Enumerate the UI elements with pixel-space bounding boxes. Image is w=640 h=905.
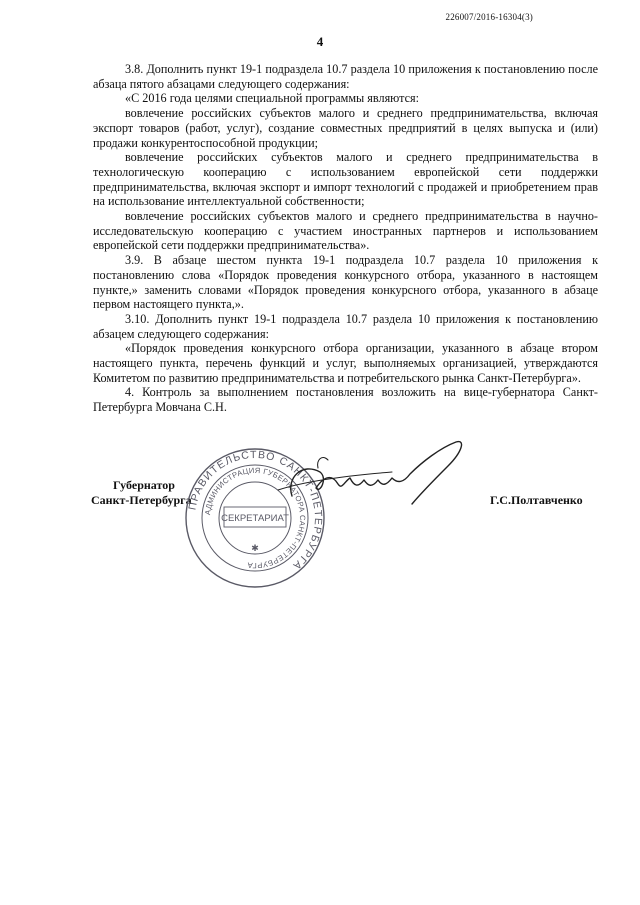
paragraph-goals-intro: «С 2016 года целями специальной программы являются: bbox=[125, 91, 419, 106]
paragraph-3-10: 3.10. Дополнить пункт 19-1 подраздела 10.7 раздела 10 приложения к постановлению абзацем следующего содержания: bbox=[93, 311, 598, 341]
svg-text:АДМИНИСТРАЦИЯ ГУБЕРНАТОРА САНК: АДМИНИСТРАЦИЯ ГУБЕРНАТОРА САНКТ-ПЕТЕРБУРГА bbox=[203, 465, 308, 571]
paragraph-4: 4. Контроль за выполнением постановления возложить на вице-губернатора Санкт-Петербурга Мовчана С.Н. bbox=[93, 385, 598, 415]
paragraph-goal-2: вовлечение российских субъектов малого и среднего предпринимательства в технологическую кооперацию с использованием европейской сети поддержки предпринимательства, включая экспорт и импорт технологий с продажей и приобретением прав на использование интеллектуальной собственности; bbox=[93, 150, 598, 209]
page-number: 4 bbox=[316, 34, 324, 49]
document-body bbox=[93, 62, 598, 415]
signatory-position-line2: Санкт-Петербурга bbox=[91, 493, 192, 507]
svg-text:ПРАВИТЕЛЬСТВО САНКТ-ПЕТЕРБУРГА: ПРАВИТЕЛЬСТВО САНКТ-ПЕТЕРБУРГА bbox=[186, 448, 325, 573]
paragraph-goal-1: вовлечение российских субъектов малого и среднего предпринимательства, включая экспорт товаров (работ, услуг), создание совместных предприятий в целях выпуска и (или) продажи конкурентоспособной продукции; bbox=[93, 106, 598, 150]
paragraph-3-9: 3.9. В абзаце шестом пункта 19-1 подраздела 10.7 раздела 10 приложения к постановлению слова «Порядок проведения конкурсного отбора, указанного в настоящем пункте,» заменить словами «Порядок проведения конкурсного отбора, указанного в абзаце первом настоящего пункта,». bbox=[93, 253, 598, 312]
svg-text:✱: ✱ bbox=[251, 544, 259, 554]
paragraph-3-10-text: «Порядок проведения конкурсного отбора организации, указанного в абзаце втором настоящего пункта, перечень функций и услуг, выполняемых организацией, утверждаются Комитетом по развитию предпринимательства и потребительского рынка Санкт-Петербурга». bbox=[93, 341, 598, 385]
signatory-name: Г.С.Полтавченко bbox=[490, 493, 583, 507]
document-number: 226007/2016-16304(3) bbox=[445, 12, 533, 22]
paragraph-goal-3: вовлечение российских субъектов малого и среднего предпринимательства в научно-исследовательскую кооперацию с участием иностранных партнеров и использованием европейской сети поддержки предпринимательства». bbox=[93, 209, 598, 253]
paragraph-3-8: 3.8. Дополнить пункт 19-1 подраздела 10.7 раздела 10 приложения к постановлению после абзаца пятого абзацами следующего содержания: bbox=[93, 62, 598, 91]
svg-text:СЕКРЕТАРИАТ: СЕКРЕТАРИАТ bbox=[221, 513, 289, 524]
signatory-position-line1: Губернатор bbox=[113, 478, 175, 492]
handwritten-signature bbox=[272, 438, 477, 510]
